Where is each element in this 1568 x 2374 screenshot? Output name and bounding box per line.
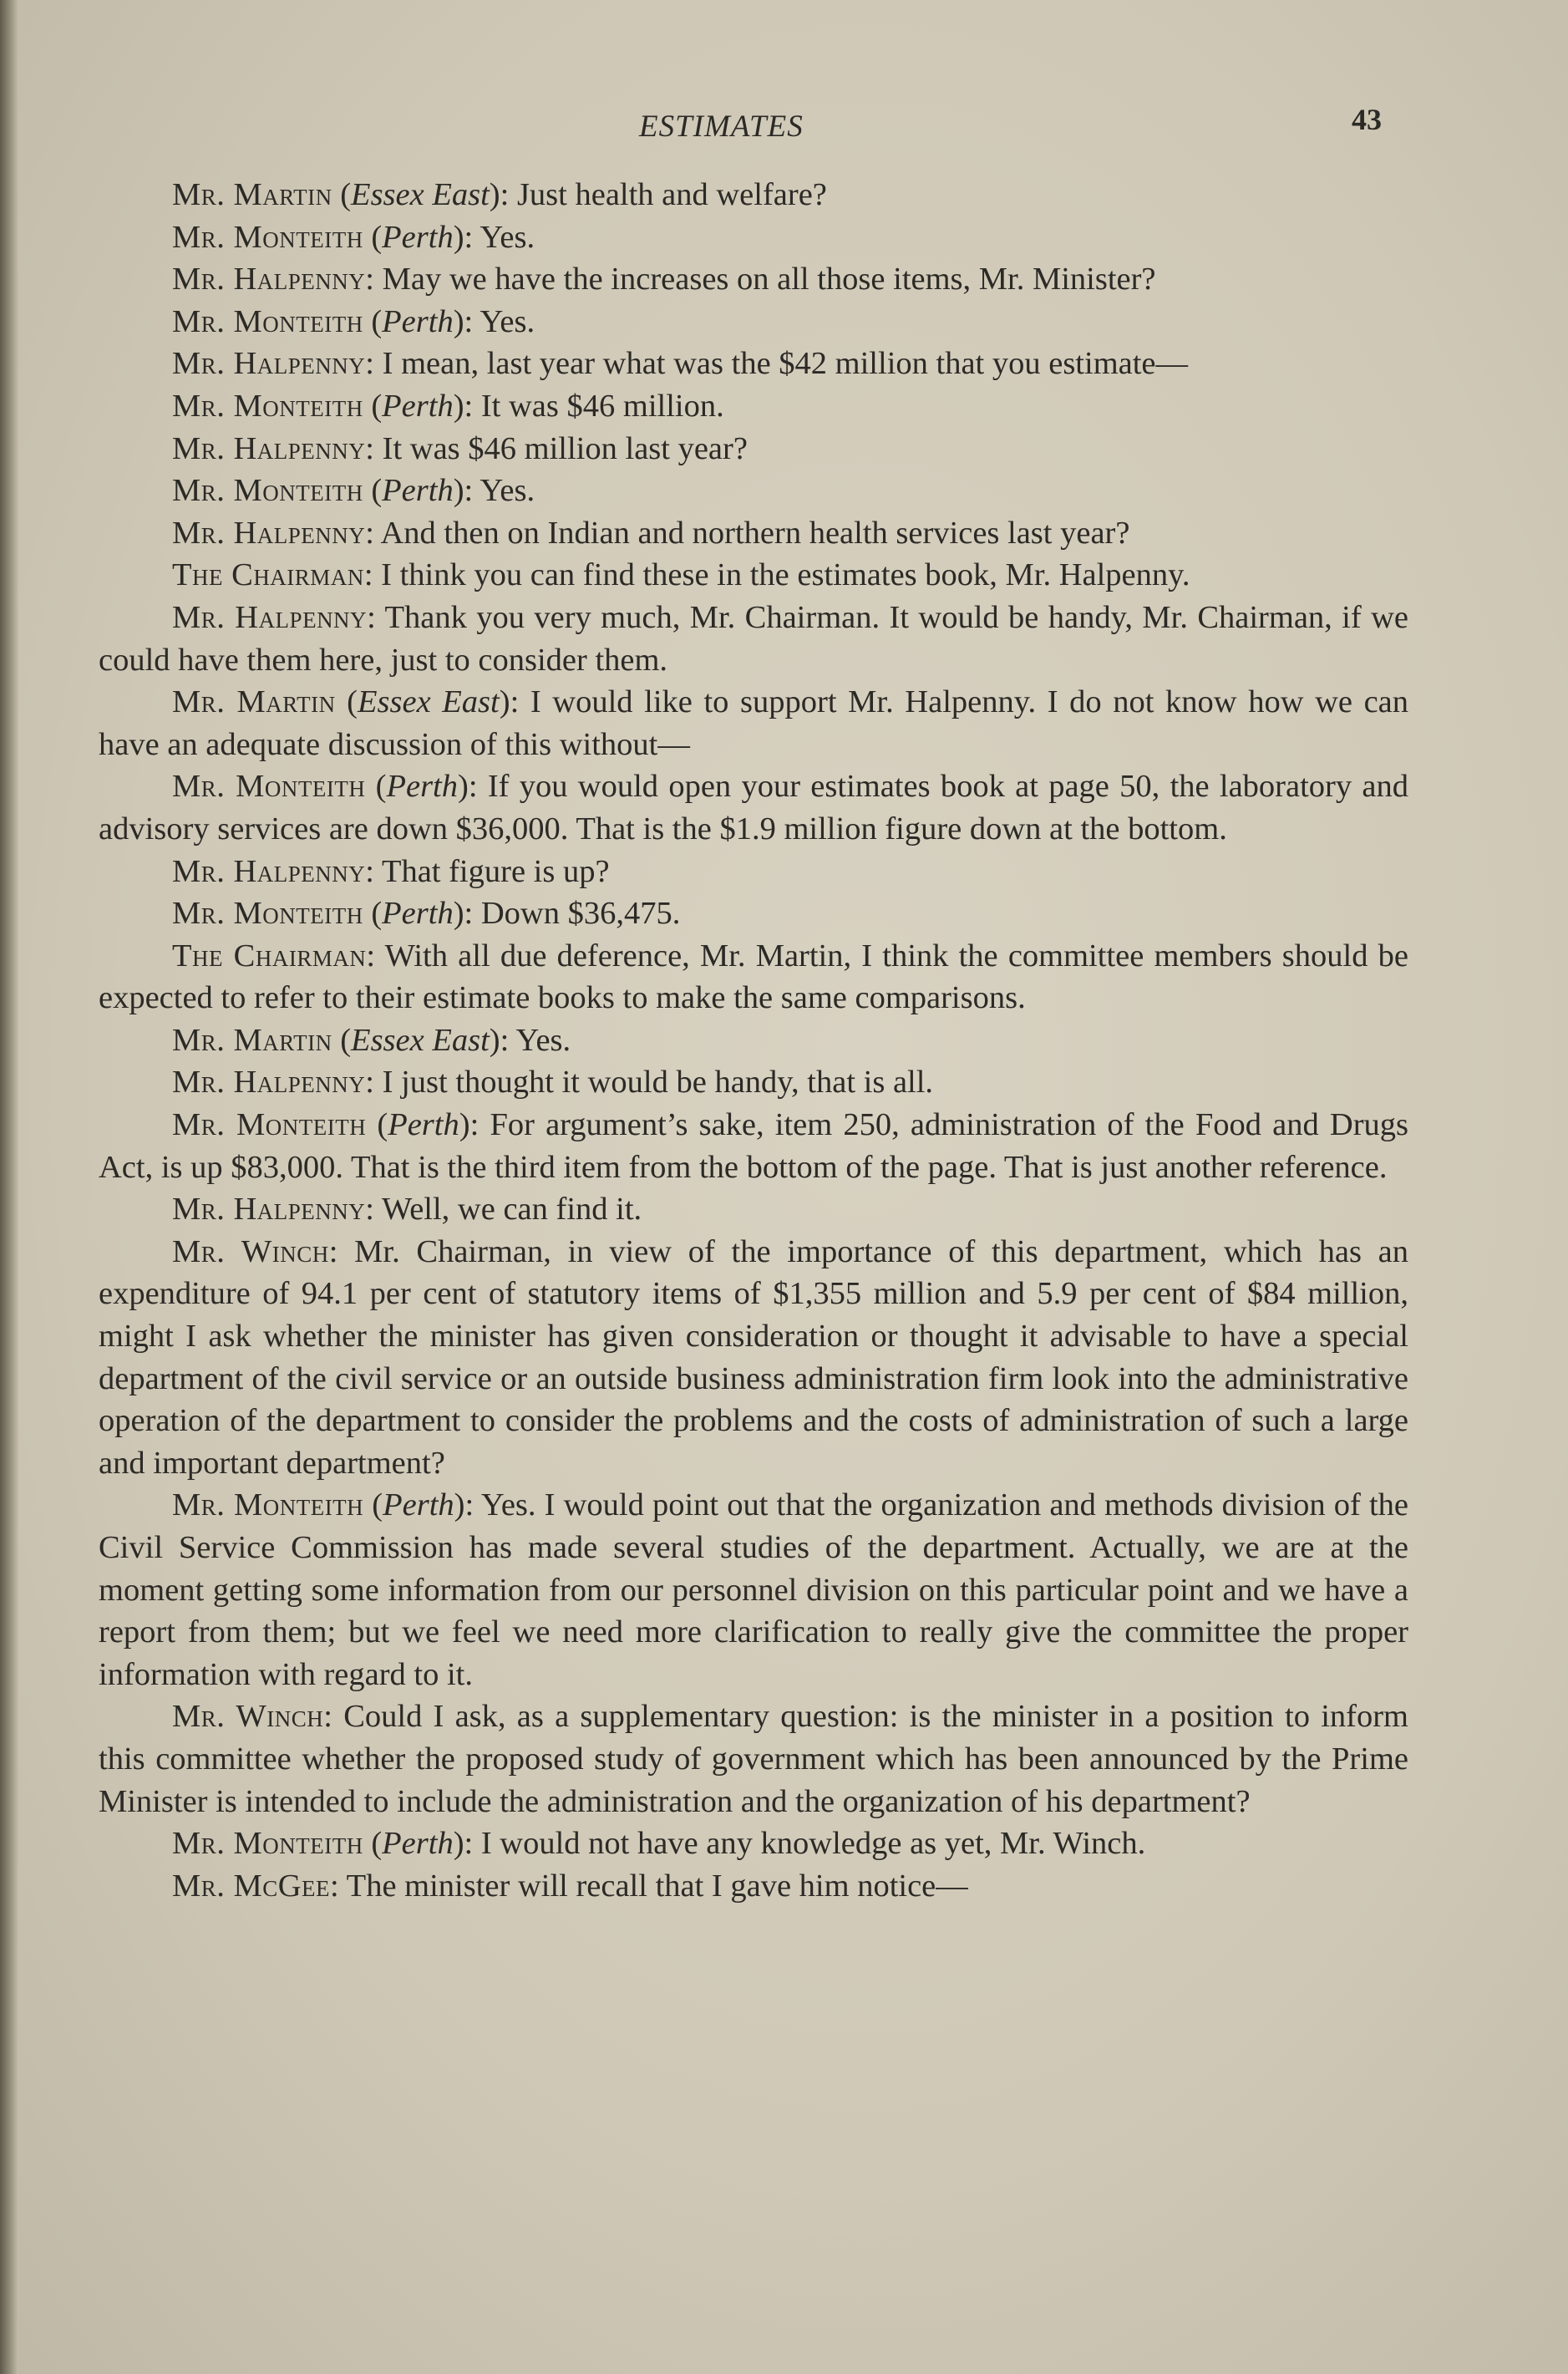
speech-text: I think you can find these in the estimates book, Mr. Halpenny. xyxy=(381,557,1190,593)
speaker-name: Mr. Halpenny xyxy=(172,1065,366,1101)
speech-text: It was $46 million. xyxy=(480,388,724,424)
running-title: ESTIMATES xyxy=(639,109,804,144)
speaker-name: Mr. Halpenny xyxy=(172,1192,366,1228)
speaker-name: Mr. Monteith xyxy=(172,1107,367,1143)
speech-text: Mr. Chairman, in view of the importance of this department, which has an expenditure of 94.1 per cent of statutory items of $1,355 million and 5.9 per cent of $84 million, might I ask whether the minister has given consideration or thought it advisable to have a special department of the civil service or an outside business administration firm look into the administrative operation of the department to consider the problems and the costs of administration of such a large and important department? xyxy=(99,1233,1408,1481)
speech-text: Yes. xyxy=(480,303,535,339)
running-header xyxy=(0,102,1568,152)
speech-text: If you would open your estimates book at page 50, the laboratory and advisory services are down $36,000. That is the $1.9 million figure down at the bottom. xyxy=(99,769,1408,846)
speech-text: Down $36,475. xyxy=(480,896,681,932)
speaker-name: Mr. Monteith xyxy=(172,303,363,339)
transcript-paragraph: Mr. Halpenny: And then on Indian and northern health services last year? xyxy=(172,515,1130,551)
speech-text: I mean, last year what was the $42 million that you estimate— xyxy=(382,346,1189,382)
speaker-name: Mr. Winch xyxy=(172,1699,324,1735)
transcript-paragraph: Mr. Martin (Essex East): I would like to support Mr. Halpenny. I do not know how we can have an adequate discussion of this without— xyxy=(99,684,1409,762)
speech-text: I just thought it would be handy, that is all. xyxy=(382,1065,934,1101)
speaker-riding: Essex East xyxy=(351,177,490,212)
transcript-paragraph: Mr. Monteith (Perth): If you would open your estimates book at page 50, the laboratory and advisory services are down $36,000. That is the $1.9 million figure down at the bottom. xyxy=(99,769,1408,846)
transcript-paragraph: Mr. Monteith (Perth): Yes. xyxy=(172,303,535,339)
speaker-riding: Perth xyxy=(382,219,454,255)
transcript-paragraph: Mr. Winch: Mr. Chairman, in view of the importance of this department, which has an expenditure of 94.1 per cent of statutory items of $1,355 million and 5.9 per cent of $84 million, might I ask whether the minister has given consideration or thought it advisable to have a special department of the civil service or an outside business administration firm look into the administrative operation of the department to consider the problems and the costs of administration of such a large and important department? xyxy=(99,1233,1408,1481)
transcript-paragraph: Mr. Halpenny: Well, we can find it. xyxy=(172,1192,642,1228)
speaker-name: Mr. McGee xyxy=(172,1868,331,1904)
speech-text: May we have the increases on all those items, Mr. Minister? xyxy=(382,262,1156,297)
speaker-name: Mr. Halpenny xyxy=(172,515,366,551)
speaker-riding: Perth xyxy=(382,388,454,424)
transcript-paragraph: Mr. Martin (Essex East): Just health and welfare? xyxy=(172,177,827,212)
transcript-paragraph: Mr. Monteith (Perth): Yes. xyxy=(172,219,535,255)
speaker-riding: Perth xyxy=(388,1107,459,1143)
speaker-name: The Chairman xyxy=(172,557,364,593)
transcript-paragraph: Mr. Monteith (Perth): Yes. xyxy=(172,473,535,509)
transcript-paragraph: Mr. Halpenny: May we have the increases on all those items, Mr. Minister? xyxy=(172,262,1156,297)
speaker-riding: Perth xyxy=(383,1487,454,1523)
speaker-name: Mr. Martin xyxy=(172,1022,332,1058)
transcript-paragraph: Mr. Halpenny: Thank you very much, Mr. Chairman. It would be handy, Mr. Chairman, if we could have them here, just to consider them. xyxy=(99,599,1408,678)
speaker-name: Mr. Halpenny xyxy=(172,430,366,466)
speech-text: Could I ask, as a supplementary question: is the minister in a position to inform this committee whether the proposed study of government which has been announced by the Prime Minister is intended to include the administration and the organization of his department? xyxy=(99,1699,1408,1819)
transcript-paragraph: The Chairman: I think you can find these in the estimates book, Mr. Halpenny. xyxy=(172,557,1190,593)
speaker-riding: Perth xyxy=(382,303,454,339)
speaker-riding: Essex East xyxy=(358,684,500,720)
speaker-name: Mr. Martin xyxy=(172,684,336,720)
speech-text: Yes. xyxy=(515,1022,571,1058)
transcript-paragraph: Mr. Monteith (Perth): It was $46 million. xyxy=(172,388,724,424)
speech-text: With all due deference, Mr. Martin, I think the committee members should be expected to refer to their estimate books to make the same comparisons. xyxy=(99,938,1408,1016)
speaker-riding: Essex East xyxy=(351,1022,490,1058)
transcript-paragraph: Mr. McGee: The minister will recall that I gave him notice— xyxy=(172,1868,968,1904)
speech-text: That figure is up? xyxy=(381,853,610,889)
transcript-paragraph: Mr. Monteith (Perth): Yes. I would point out that the organization and methods division of the Civil Service Commission has made several studies of the department. Actually, we are at the moment getting some information from our personnel division on this particular point and we have a report from them; but we feel we need more clarification to really give the committee the proper information with regard to it. xyxy=(99,1487,1408,1692)
transcript-paragraph: Mr. Halpenny: I just thought it would be handy, that is all. xyxy=(172,1065,934,1101)
speech-text: For argument’s sake, item 250, administration of the Food and Drugs Act, is up $83,000. That is the third item from the bottom of the page. That is just another reference. xyxy=(99,1107,1408,1185)
speaker-riding: Perth xyxy=(382,896,454,932)
speech-text: Yes. I would point out that the organization and methods division of the Civil Service Commission has made several studies of the department. Actually, we are at the moment getting some information from our personnel division on this particular point and we have a report from them; but we feel we need more clarification to really give the committee the proper information with regard to it. xyxy=(99,1487,1408,1692)
speech-text: Just health and welfare? xyxy=(516,177,827,212)
speech-text: And then on Indian and northern health services last year? xyxy=(380,515,1130,551)
transcript-paragraph: Mr. Martin (Essex East): Yes. xyxy=(172,1022,571,1058)
speaker-riding: Perth xyxy=(382,1826,454,1862)
speaker-name: Mr. Martin xyxy=(172,177,332,212)
transcript-paragraph: Mr. Halpenny: It was $46 million last year? xyxy=(172,430,748,466)
speech-text: The minister will recall that I gave him notice— xyxy=(346,1868,968,1904)
speech-text: Yes. xyxy=(480,219,535,255)
speaker-name: Mr. Monteith xyxy=(172,388,363,424)
transcript-paragraph: Mr. Halpenny: That figure is up? xyxy=(172,853,610,889)
transcript-paragraph: The Chairman: With all due deference, Mr. Martin, I think the committee members should be expected to refer to their estimate books to make the same comparisons. xyxy=(99,938,1408,1016)
speech-text: It was $46 million last year? xyxy=(382,430,748,466)
transcript-body xyxy=(99,174,1408,1907)
speaker-name: Mr. Monteith xyxy=(172,769,366,805)
speaker-name: Mr. Halpenny xyxy=(172,599,368,635)
transcript-paragraph: Mr. Monteith (Perth): Down $36,475. xyxy=(172,896,681,932)
speech-text: Well, we can find it. xyxy=(381,1192,642,1228)
speaker-name: Mr. Monteith xyxy=(172,473,363,509)
speaker-name: Mr. Halpenny xyxy=(172,262,366,297)
speaker-riding: Perth xyxy=(382,473,454,509)
transcript-paragraph: Mr. Monteith (Perth): For argument’s sake, item 250, administration of the Food and Drugs Act, is up $83,000. That is the third item from the bottom of the page. That is just another reference. xyxy=(99,1107,1408,1185)
speaker-name: Mr. Halpenny xyxy=(172,853,366,889)
page-number: 43 xyxy=(1352,103,1382,136)
page-binding-edge xyxy=(0,0,18,2374)
speaker-name: Mr. Halpenny xyxy=(172,346,366,382)
speech-text: I would like to support Mr. Halpenny. I do not know how we can have an adequate discussion of this without— xyxy=(99,684,1409,762)
speech-text: Yes. xyxy=(480,473,535,509)
speaker-name: The Chairman xyxy=(172,938,367,973)
speaker-name: Mr. Monteith xyxy=(172,896,363,932)
speech-text: Thank you very much, Mr. Chairman. It would be handy, Mr. Chairman, if we could have them here, just to consider them. xyxy=(99,599,1408,678)
transcript-paragraph: Mr. Monteith (Perth): I would not have any knowledge as yet, Mr. Winch. xyxy=(172,1826,1146,1862)
speech-text: I would not have any knowledge as yet, Mr. Winch. xyxy=(480,1826,1146,1862)
speaker-name: Mr. Monteith xyxy=(172,1826,363,1862)
speaker-name: Mr. Monteith xyxy=(172,1487,364,1523)
speaker-riding: Perth xyxy=(386,769,459,805)
transcript-paragraph: Mr. Halpenny: I mean, last year what was the $42 million that you estimate— xyxy=(172,346,1189,382)
transcript-paragraph: Mr. Winch: Could I ask, as a supplementary question: is the minister in a position to inform this committee whether the proposed study of government which has been announced by the Prime Minister is intended to include the administration and the organization of his department? xyxy=(99,1699,1408,1819)
speaker-name: Mr. Winch xyxy=(172,1233,329,1269)
speaker-name: Mr. Monteith xyxy=(172,219,363,255)
